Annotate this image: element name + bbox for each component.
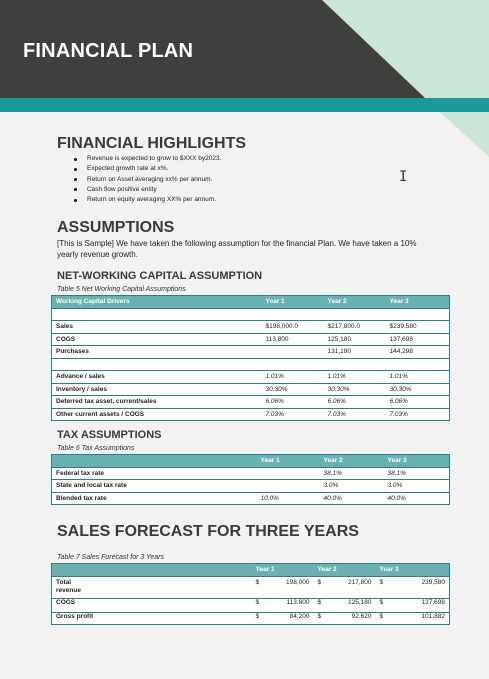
currency-symbol: $ (376, 598, 388, 612)
table-cell (52, 308, 262, 321)
table-cell: 7.03% (324, 408, 386, 421)
table-row (52, 480, 450, 493)
list-item: Return on Asset averaging xx% per annum. (73, 175, 221, 185)
assumptions-heading: ASSUMPTIONS (57, 219, 175, 236)
table-cell: 92,620 (326, 612, 376, 625)
table-row (52, 321, 450, 334)
list-item: Cash flow positive entity (73, 185, 221, 195)
list-item: Revenue is expected to grow to $XXX by2023. (73, 154, 221, 164)
table-cell: State and local tax rate (52, 480, 257, 493)
column-header: Year 1 (262, 296, 324, 309)
currency-symbol: $ (252, 576, 264, 598)
table-cell: 1.01% (324, 371, 386, 384)
table-cell (257, 480, 320, 493)
table-row (52, 346, 450, 359)
table-header-row (52, 564, 450, 577)
table-cell (262, 358, 324, 371)
header-teal-band (0, 98, 489, 112)
table-cell: Total revenue (52, 576, 252, 598)
table-cell: Sales (52, 321, 262, 334)
table-cell: 137,698 (386, 333, 450, 346)
column-header (52, 564, 252, 577)
table-row (52, 383, 450, 396)
table-cell: COGS (52, 598, 252, 612)
table-cell: 144,298 (386, 346, 450, 359)
table-cell: 1.01% (386, 371, 450, 384)
list-item: Expected growth rate at x%. (73, 164, 221, 174)
table-cell (262, 346, 324, 359)
table-header-row (52, 455, 450, 468)
nwc-heading: NET-WORKING CAPITAL ASSUMPTION (57, 270, 263, 282)
table-row (52, 598, 450, 612)
table-cell: 30.30% (386, 383, 450, 396)
column-header: Working Capital Drivers (52, 296, 262, 309)
table-cell: $217,800.0 (324, 321, 386, 334)
table-cell: 38.1% (384, 467, 450, 480)
table-cell: 6.06% (386, 396, 450, 409)
table-row (52, 467, 450, 480)
table-row (52, 358, 450, 371)
currency-symbol: $ (252, 598, 264, 612)
table-cell: Purchases (52, 346, 262, 359)
table-cell: Federal tax rate (52, 467, 257, 480)
table-cell: 125,180 (326, 598, 376, 612)
nwc-caption: Table 5 Net Working Capital Assumptions (57, 286, 186, 293)
table-cell: $239,580 (386, 321, 450, 334)
table-cell (386, 358, 450, 371)
highlights-list (73, 154, 221, 205)
column-header: Year 2 (324, 296, 386, 309)
table-cell: Other current assets / COGS (52, 408, 262, 421)
table-cell: 198,000 (264, 576, 314, 598)
sales-caption: Table 7 Sales Forecast for 3 Years (57, 554, 165, 561)
nwc-table (51, 295, 450, 421)
table-cell: 217,800 (326, 576, 376, 598)
table-cell: 10.0% (257, 492, 320, 505)
table-row (52, 396, 450, 409)
currency-symbol: $ (314, 598, 326, 612)
column-header: Year 1 (257, 455, 320, 468)
text-cursor-icon: I (399, 169, 408, 185)
table-header-row (52, 296, 450, 309)
column-header: Year 2 (314, 564, 376, 577)
table-cell: Deferred tax asset, current/sales (52, 396, 262, 409)
column-header: Year 3 (384, 455, 450, 468)
table-cell: COGS (52, 333, 262, 346)
table-cell: 7.03% (262, 408, 324, 421)
table-cell (257, 467, 320, 480)
table-cell: 101,882 (388, 612, 450, 625)
table-cell: Advance / sales (52, 371, 262, 384)
corner-decoration (440, 112, 489, 157)
list-item: Return on equity averaging XX% per annum. (73, 195, 221, 205)
table-cell: 125,180 (324, 333, 386, 346)
table-row (52, 308, 450, 321)
assumptions-paragraph: [This is Sample] We have taken the following assumption for the financial Plan. We have taken a 10% yearly revenue growth. (57, 239, 417, 259)
column-header: Year 1 (252, 564, 314, 577)
table-cell (52, 358, 262, 371)
table-cell: Blended tax rate (52, 492, 257, 505)
table-cell: 113,800 (264, 598, 314, 612)
table-cell: 239,580 (388, 576, 450, 598)
table-cell: 6.06% (262, 396, 324, 409)
sales-table (51, 563, 450, 625)
currency-symbol: $ (376, 576, 388, 598)
table-cell: Inventory / sales (52, 383, 262, 396)
table-row (52, 492, 450, 505)
currency-symbol: $ (314, 612, 326, 625)
sales-heading: SALES FORECAST FOR THREE YEARS (57, 523, 359, 540)
table-cell: $198,000.0 (262, 321, 324, 334)
table-cell: 6.06% (324, 396, 386, 409)
table-cell (262, 308, 324, 321)
table-row (52, 408, 450, 421)
currency-symbol: $ (376, 612, 388, 625)
tax-table (51, 454, 450, 505)
table-cell: Gross profit (52, 612, 252, 625)
column-header: Year 3 (376, 564, 450, 577)
tax-caption: Table 6 Tax Assumptions (57, 445, 135, 452)
table-cell: 30.30% (262, 383, 324, 396)
table-row (52, 371, 450, 384)
column-header: Year 2 (320, 455, 384, 468)
table-cell: 113,800 (262, 333, 324, 346)
table-cell: 7.03% (386, 408, 450, 421)
table-cell: 40.0% (320, 492, 384, 505)
column-header: Year 3 (386, 296, 450, 309)
table-cell: 40.0% (384, 492, 450, 505)
currency-symbol: $ (314, 576, 326, 598)
column-header (52, 455, 257, 468)
table-cell: 30.30% (324, 383, 386, 396)
table-cell: 1.01% (262, 371, 324, 384)
tax-heading: TAX ASSUMPTIONS (57, 429, 162, 441)
table-cell: 3.0% (384, 480, 450, 493)
table-row (52, 576, 450, 598)
table-cell (386, 308, 450, 321)
table-cell: 3.0% (320, 480, 384, 493)
table-cell (324, 308, 386, 321)
page-title: FINANCIAL PLAN (23, 40, 194, 62)
table-row (52, 333, 450, 346)
highlights-heading: FINANCIAL HIGHLIGHTS (57, 135, 247, 152)
table-cell: 137,698 (388, 598, 450, 612)
table-cell: 84,200 (264, 612, 314, 625)
table-cell (324, 358, 386, 371)
table-cell: 131,180 (324, 346, 386, 359)
currency-symbol: $ (252, 612, 264, 625)
table-cell: 38.1% (320, 467, 384, 480)
table-row (52, 612, 450, 625)
